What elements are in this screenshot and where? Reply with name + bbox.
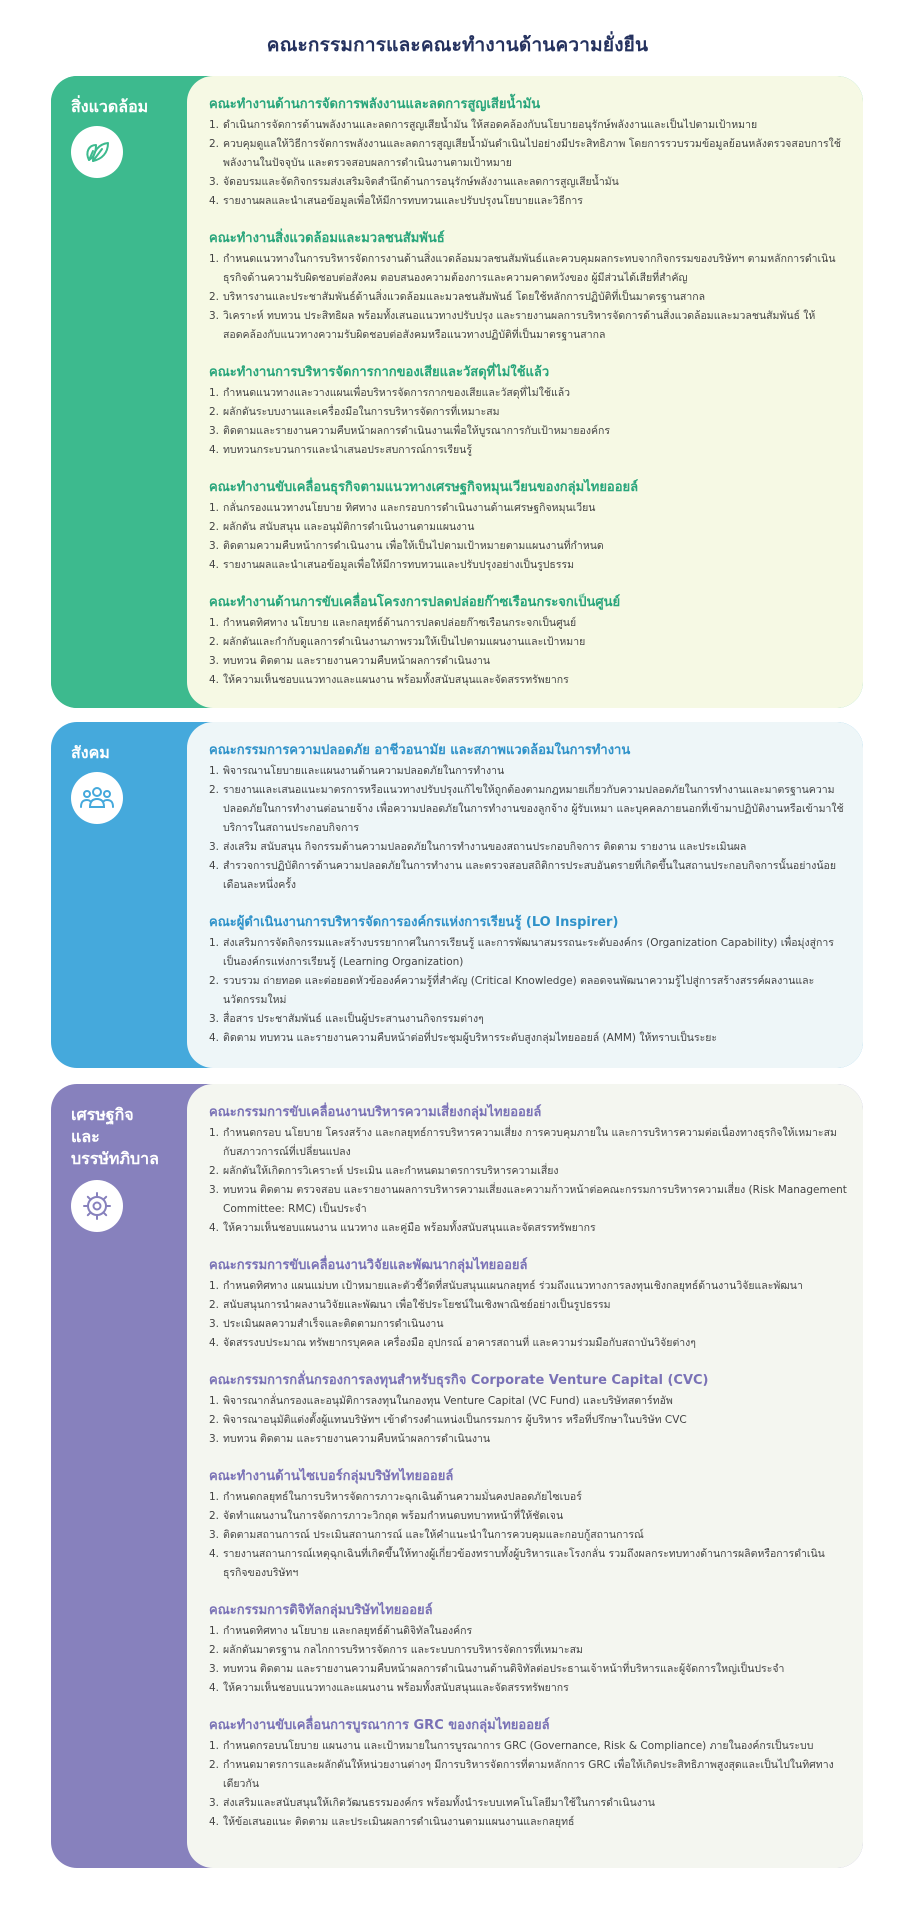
list-item: 3. ประเมินผลความสำเร็จและติดตามการดำเนินงาน [209,1318,444,1330]
group [209,1372,849,1449]
group [209,1104,849,1238]
group-title: คณะทำงานขับเคลื่อนธุรกิจตามแนวทางเศรษฐกิจหมุนเวียนของกลุ่มไทยออยล์ [209,480,639,495]
list-item: 1. กำหนดกรอบ นโยบาย โครงสร้าง และกลยุทธ์การบริหารความเสี่ยง การควบคุมภายใน และการบริหารความต่อเนื่องทางธุรกิจให้เหมาะสมกับสภาวการณ์ที่เปลี่ยนแปลง [209,1127,837,1158]
people-icon [71,772,123,824]
list-item: 2. ผลักดันมาตรฐาน กลไกการบริหารจัดการ และระบบการบริหารจัดการที่เหมาะสม [209,1644,583,1656]
section-content [187,722,863,1068]
list-item: 4. ทบทวนกระบวนการและนำเสนอประสบการณ์การเรียนรู้ [209,444,472,456]
group-title: คณะผู้ดำเนินงานการบริหารจัดการองค์กรแห่งการเรียนรู้ (LO Inspirer) [209,915,619,930]
leaf-icon [71,126,123,178]
list-item: 2. กำหนดมาตรการและผลักดันให้หน่วยงานต่างๆ มีการบริหารจัดการที่ตามหลักการ GRC เพื่อให้เกิดประสิทธิภาพสูงสุดและเป็นไปในทิศทางเดียวกัน [209,1759,834,1790]
list-item: 4. ติดตาม ทบทวน และรายงานความคืบหน้าต่อที่ประชุมผู้บริหารระดับสูงกลุ่มไทยออยล์ (AMM) ให้ทราบเป็นระยะ [209,1032,718,1044]
list-item: 4. ให้ความเห็นชอบแผนงาน แนวทาง และคู่มือ พร้อมทั้งสนับสนุนและจัดสรรทรัพยากร [209,1222,596,1234]
list-item: 2. จัดทำแผนงานในการจัดการภาวะวิกฤต พร้อมกำหนดบทบาทหน้าที่ให้ชัดเจน [209,1510,564,1522]
list-item: 3. ทบทวน ติดตาม ตรวจสอบ และรายงานผลการบริหารความเสี่ยงและความก้าวหน้าต่อคณะกรรมการบริหารความเสี่ยง (Risk Management Committee: RMC) เป็นประจำ [209,1184,847,1215]
section-content [187,1084,863,1868]
list-item: 2. ผลักดันให้เกิดการวิเคราะห์ ประเมิน และกำหนดมาตรการบริหารความเสี่ยง [209,1165,559,1177]
list-item: 3. ติดตามและรายงานความคืบหน้าผลการดำเนินงานเพื่อให้บูรณาการกับเป้าหมายองค์กร [209,425,610,437]
list-item: 4. รายงานสถานการณ์เหตุฉุกเฉินที่เกิดขึ้นให้ทางผู้เกี่ยวข้องทราบทั้งผู้บริหารและโรงกลั่น รวมถึงผลกระทบทางด้านการผลิตหรือการดำเนินธุรกิจของบริษัทฯ [209,1548,825,1579]
list-item: 2. พิจารณาอนุมัติแต่งตั้งผู้แทนบริษัทฯ เข้าดำรงตำแหน่งเป็นกรรมการ ผู้บริหาร หรือที่ปรึกษาในบริษัท CVC [209,1414,687,1426]
section-label-line: และ [71,1127,100,1146]
list-item: 1. พิจารณานโยบายและแผนงานด้านความปลอดภัยในการทำงาน [209,765,505,777]
group-title: คณะทำงานขับเคลื่อนการบูรณาการ GRC ของกลุ่มไทยออยล์ [209,1718,550,1733]
list-item: 4. สำรวจการปฏิบัติการด้านความปลอดภัยในการทำงาน และตรวจสอบสถิติการประสบอันตรายที่เกิดขึ้นในสถานประกอบกิจการนั้นอย่างน้อยเดือนละหนึ่งครั้ง [209,860,837,891]
list-item: 1. พิจารณากลั่นกรองและอนุมัติการลงทุนในกองทุน Venture Capital (VC Fund) และบริษัทสตาร์ทอัพ [209,1395,673,1407]
list-item: 1. กำหนดกรอบนโยบาย แผนงาน และเป้าหมายในการบูรณาการ GRC (Governance, Risk & Compliance) ภายในองค์กรเป็นระบบ [209,1740,814,1752]
group [209,1257,849,1353]
section-label: สังคม [71,743,110,762]
group-title: คณะกรรมการกลั่นกรองการลงทุนสำหรับธุรกิจ Corporate Venture Capital (CVC) [209,1373,709,1388]
group-title: คณะทำงานด้านการขับเคลื่อนโครงการปลดปล่อยก๊าซเรือนกระจกเป็นศูนย์ [209,595,621,610]
group-title: คณะทำงานการบริหารจัดการกากของเสียและวัสดุที่ไม่ใช้แล้ว [209,365,550,380]
list-item: 2. ควบคุมดูแลให้วิธีการจัดการพลังงานและลดการสูญเสียน้ำมันดำเนินไปอย่างมีประสิทธิภาพ โดยการรวบรวมข้อมูลย้อนหลังตรวจสอบการใช้พลังงานในปัจจุบัน และตรวจสอบผลการดำเนินงานตามเป้าหมาย [209,138,841,169]
gear-icon [71,1180,123,1232]
page-title: คณะกรรมการและคณะทำงานด้านความยั่งยืน [266,34,649,56]
list-item: 4. จัดสรรงบประมาณ ทรัพยากรบุคคล เครื่องมือ อุปกรณ์ อาคารสถานที่ และความร่วมมือกับสถาบันวิจัยต่างๆ [209,1337,696,1349]
list-item: 3. ส่งเสริม สนับสนุน กิจกรรมด้านความปลอดภัยในการทำงานของสถานประกอบกิจการ ติดตาม รายงาน และประเมินผล [209,841,747,853]
list-item: 4. ให้ความเห็นชอบแนวทางและแผนงาน พร้อมทั้งสนับสนุนและจัดสรรทรัพยากร [209,1682,569,1694]
list-item: 4. รายงานผลและนำเสนอข้อมูลเพื่อให้มีการทบทวนและปรับปรุงนโยบายและวิธีการ [209,195,583,207]
list-item: 2. ผลักดันและกำกับดูแลการดำเนินงานภาพรวมให้เป็นไปตามแผนงานและเป้าหมาย [209,636,586,648]
group [209,1717,849,1832]
group [209,479,849,575]
section-label-line: เศรษฐกิจ [71,1105,134,1124]
group-title: คณะกรรมการความปลอดภัย อาชีวอนามัย และสภาพแวดล้อมในการทำงาน [209,743,631,758]
list-item: 1. กลั่นกรองแนวทางนโยบาย ทิศทาง และกรอบการดำเนินงานด้านเศรษฐกิจหมุนเวียน [209,502,596,514]
list-item: 4. ให้ข้อเสนอแนะ ติดตาม และประเมินผลการดำเนินงานตามแผนงานและกลยุทธ์ [209,1816,575,1828]
list-item: 3. ส่งเสริมและสนับสนุนให้เกิดวัฒนธรรมองค์กร พร้อมทั้งนำระบบเทคโนโลยีมาใช้ในการดำเนินงาน [209,1797,655,1809]
section-label [71,1104,181,1170]
list-item: 3. ทบทวน ติดตาม และรายงานความคืบหน้าผลการดำเนินงานด้านดิจิทัลต่อประธานเจ้าหน้าที่บริหารและผู้จัดการใหญ่เป็นประจำ [209,1663,785,1675]
group [209,742,849,895]
list-item: 1. กำหนดแนวทางและวางแผนเพื่อบริหารจัดการกากของเสียและวัสดุที่ไม่ใช้แล้ว [209,387,571,399]
list-item: 1. กำหนดทิศทาง นโยบาย และกลยุทธ์ด้านการปลดปล่อยก๊าซเรือนกระจกเป็นศูนย์ [209,617,577,629]
list-item: 1. ดำเนินการจัดการด้านพลังงานและลดการสูญเสียน้ำมัน ให้สอดคล้องกับนโยบายอนุรักษ์พลังงานและเป็นไปตามเป้าหมาย [209,119,758,131]
group [209,1468,849,1583]
list-item: 3. ทบทวน ติดตาม และรายงานความคืบหน้าผลการดำเนินงาน [209,1433,491,1445]
group-title: คณะกรรมการดิจิทัลกลุ่มบริษัทไทยออยล์ [209,1603,433,1618]
section-economic [51,1084,863,1868]
section-label-line: บรรษัทภิบาล [71,1149,159,1168]
group [209,96,849,211]
list-item: 2. รวบรวม ถ่ายทอด และต่อยอดหัวข้อองค์ความรู้ที่สำคัญ (Critical Knowledge) ตลอดจนพัฒนาความรู้ไปสู่การสร้างสรรค์ผลงานและนวัตกรรมใหม่ [209,975,815,1006]
list-item: 4. ให้ความเห็นชอบแนวทางและแผนงาน พร้อมทั้งสนับสนุนและจัดสรรทรัพยากร [209,674,569,686]
section-environment [51,76,863,708]
list-item: 4. รายงานผลและนำเสนอข้อมูลเพื่อให้มีการทบทวนและปรับปรุงอย่างเป็นรูปธรรม [209,559,575,571]
list-item: 2. บริหารงานและประชาสัมพันธ์ด้านสิ่งแวดล้อมและมวลชนสัมพันธ์ โดยใช้หลักการปฏิบัติที่เป็นมาตรฐานสากล [209,291,706,303]
list-item: 2. ผลักดันระบบงานและเครื่องมือในการบริหารจัดการที่เหมาะสม [209,406,500,418]
list-item: 2. รายงานและเสนอแนะมาตรการหรือแนวทางปรับปรุงแก้ไขให้ถูกต้องตามกฎหมายเกี่ยวกับความปลอดภัยในการทำงานและมาตรฐานความปลอดภัยในการทำงานต่อนายจ้าง เพื่อความปลอดภัยในการทำงานของลูกจ้าง ผู้รับเหมา และบุคคลภายนอกที่เข้ามาปฏิบัติงานหรือเข้ามาใช้บริการในสถานประกอบกิจการ [209,784,844,834]
section-content [187,76,863,708]
list-item: 2. ผลักดัน สนับสนุน และอนุมัติการดำเนินงานตามแผนงาน [209,521,475,533]
list-item: 1. กำหนดแนวทางในการบริหารจัดการงานด้านสิ่งแวดล้อมมวลชนสัมพันธ์และควบคุมผลกระทบจากกิจกรรมของบริษัทฯ ตามหลักการดำเนินธุรกิจด้านความรับผิดชอบต่อสังคม ตอบสนองความต้องการและความคาดหวังของ ผู้มีส่วนได้เสียที่สำคัญ [209,253,836,284]
list-item: 1. กำหนดทิศทาง แผนแม่บท เป้าหมายและตัวชี้วัดที่สนับสนุนแผนกลยุทธ์ ร่วมถึงแนวทางการลงทุนเชิงกลยุทธ์ด้านงานวิจัยและพัฒนา [209,1280,803,1292]
group [209,914,849,1048]
list-item: 3. จัดอบรมและจัดกิจกรรมส่งเสริมจิตสำนึกด้านการอนุรักษ์พลังงานและลดการสูญเสียน้ำมัน [209,176,619,188]
section-label: สิ่งแวดล้อม [71,97,149,116]
group-title: คณะทำงานด้านไซเบอร์กลุ่มบริษัทไทยออยล์ [209,1469,454,1484]
group-title: คณะกรรมการขับเคลื่อนงานบริหารความเสี่ยงกลุ่มไทยออยล์ [209,1105,542,1120]
group [209,1602,849,1698]
group-title: คณะทำงานด้านการจัดการพลังงานและลดการสูญเสียน้ำมัน [209,97,541,112]
list-item: 3. ติดตามความคืบหน้าการดำเนินงาน เพื่อให้เป็นไปตามเป้าหมายตามแผนงานที่กำหนด [209,540,604,552]
group [209,594,849,690]
group [209,230,849,345]
list-item: 1. ส่งเสริมการจัดกิจกรรมและสร้างบรรยากาศในการเรียนรู้ และการพัฒนาสมรรถนะระดับองค์กร (Organization Capability) เพื่อมุ่งสู่การเป็นองค์กรแห่งการเรียนรู้ (Learning Organization) [209,937,834,968]
group-title: คณะทำงานสิ่งแวดล้อมและมวลชนสัมพันธ์ [209,231,445,246]
list-item: 1. กำหนดทิศทาง นโยบาย และกลยุทธ์ด้านดิจิทัลในองค์กร [209,1625,473,1637]
group-title: คณะกรรมการขับเคลื่อนงานวิจัยและพัฒนากลุ่มไทยออยล์ [209,1258,528,1273]
group [209,364,849,460]
list-item: 3. สื่อสาร ประชาสัมพันธ์ และเป็นผู้ประสานงานกิจกรรมต่างๆ [209,1013,484,1025]
list-item: 3. ทบทวน ติดตาม และรายงานความคืบหน้าผลการดำเนินงาน [209,655,491,667]
section-social [51,722,863,1068]
list-item: 3. ติดตามสถานการณ์ ประเมินสถานการณ์ และให้คำแนะนำในการควบคุมและกอบกู้สถานการณ์ [209,1529,644,1541]
list-item: 3. วิเคราะห์ ทบทวน ประสิทธิผล พร้อมทั้งเสนอแนวทางปรับปรุง และรายงานผลการบริหารจัดการด้านสิ่งแวดล้อมและมวลชนสัมพันธ์ ให้สอดคล้องกับแนวทางความรับผิดชอบต่อสังคมหรือแนวทางปฏิบัติที่เป็นมาตรฐานสากล [209,310,816,341]
list-item: 2. สนับสนุนการนำผลงานวิจัยและพัฒนา เพื่อใช้ประโยชน์ในเชิงพาณิชย์อย่างเป็นรูปธรรม [209,1299,611,1311]
list-item: 1. กำหนดกลยุทธ์ในการบริหารจัดการภาวะฉุกเฉินด้านความมั่นคงปลอดภัยไซเบอร์ [209,1491,582,1503]
